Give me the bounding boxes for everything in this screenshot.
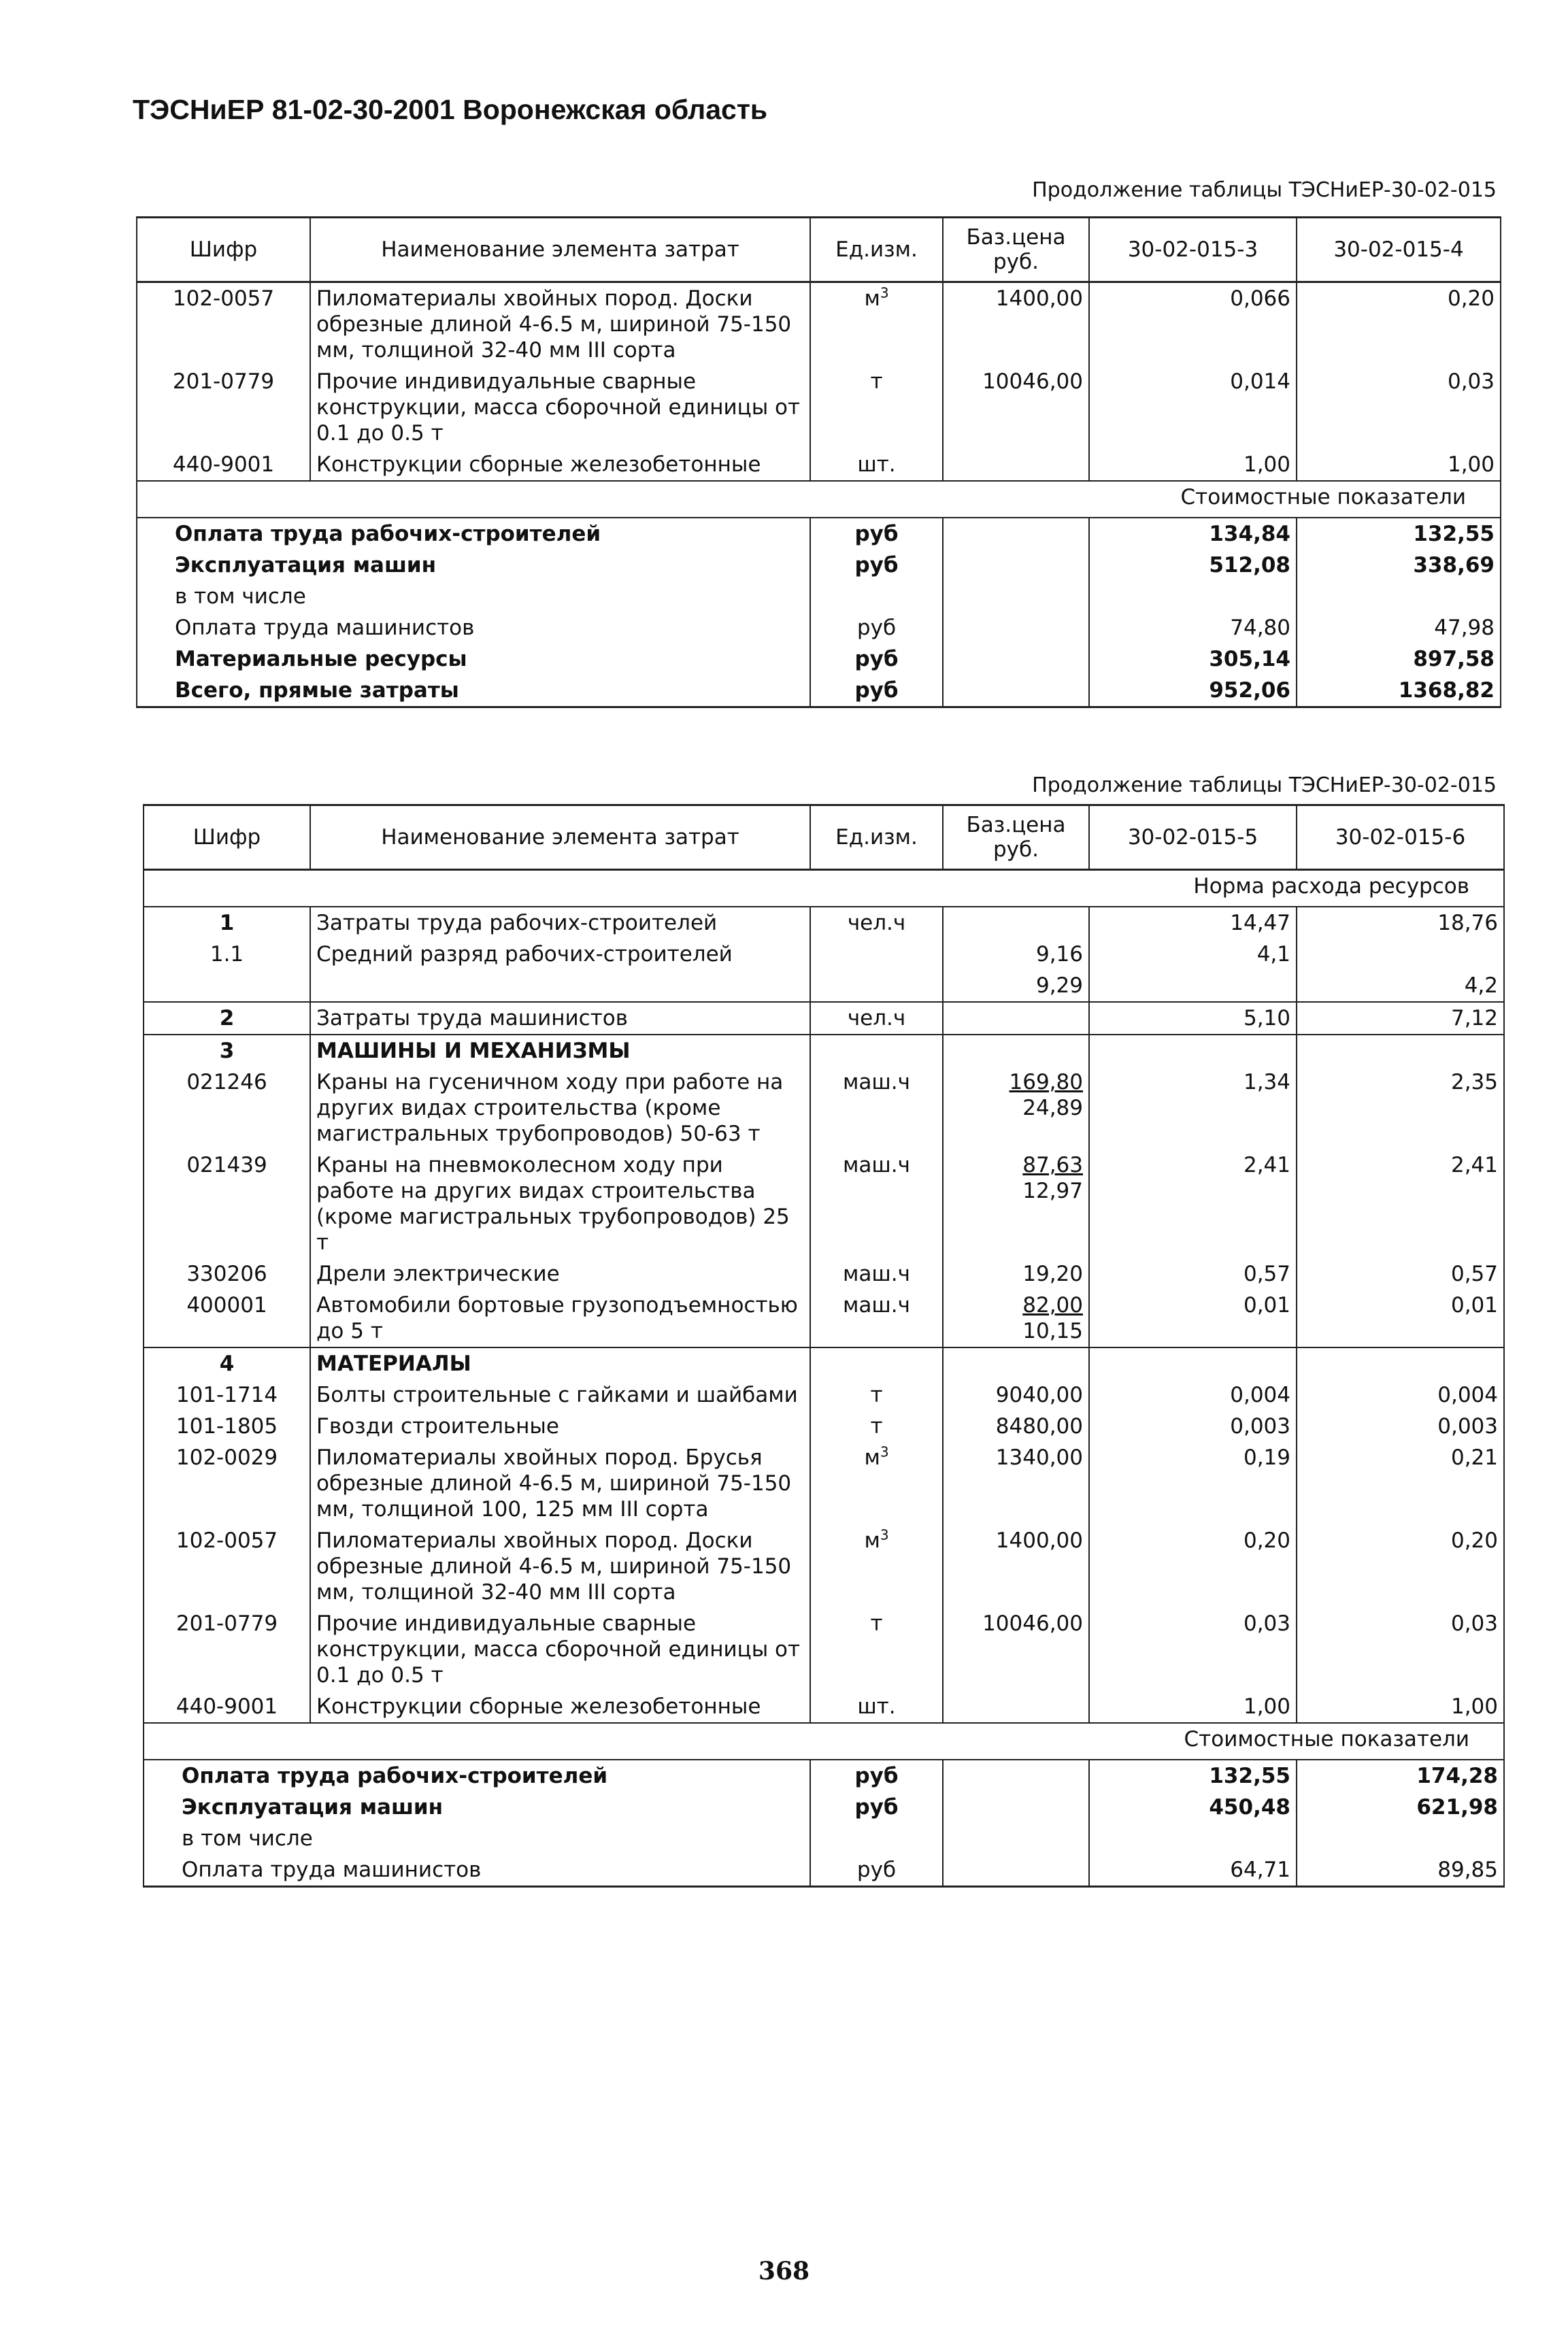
table-row	[144, 1290, 1504, 1347]
cell-unit	[810, 1525, 943, 1608]
cell-unit	[810, 1035, 943, 1067]
summary-label: Материальные ресурсы	[137, 643, 810, 675]
table-row	[137, 282, 1501, 367]
header-name: Наименование элемента затрат	[310, 218, 810, 282]
summary-label: в том числе	[144, 1823, 810, 1854]
unit-text: маш.ч	[843, 1070, 910, 1094]
cell-v2: 1,00	[1297, 449, 1501, 481]
cell-v2: 0,003	[1297, 1411, 1504, 1442]
cell-unit	[810, 449, 943, 481]
price-value: 82,00	[1022, 1293, 1083, 1318]
cell-code: 102-0057	[144, 1525, 310, 1608]
cell-price	[943, 1411, 1089, 1442]
summary-unit: руб	[810, 675, 943, 707]
cell-v2: 1,00	[1297, 1691, 1504, 1723]
price-value: 10046,00	[982, 1611, 1083, 1636]
price-value: 169,80	[1009, 1070, 1083, 1094]
cell-price	[943, 1347, 1089, 1379]
price-value: 8480,00	[995, 1414, 1083, 1439]
cell-v1: 14,47	[1089, 907, 1297, 939]
cell-v1: 1,34	[1089, 1067, 1297, 1150]
cell-name: Конструкции сборные железобетонные	[310, 449, 810, 481]
header-price: Баз.цена руб.	[943, 218, 1089, 282]
summary-v2: 132,55	[1297, 518, 1501, 550]
cell-v2: 7,12	[1297, 1002, 1504, 1035]
summary-price	[943, 1760, 1089, 1792]
table-row	[144, 1002, 1504, 1035]
table-row	[137, 449, 1501, 481]
cell-v1: 2,41	[1089, 1150, 1297, 1258]
summary-v1: 74,80	[1089, 612, 1297, 643]
cell-unit	[810, 907, 943, 939]
cell-price	[943, 366, 1089, 449]
cell-v2	[1297, 1347, 1504, 1379]
cell-code: 101-1805	[144, 1411, 310, 1442]
summary-price	[943, 1854, 1089, 1887]
header-unit: Ед.изм.	[810, 805, 943, 870]
price-value: 9,29	[1035, 973, 1083, 998]
cell-price	[943, 282, 1089, 367]
table1	[136, 216, 1501, 708]
summary-unit: руб	[810, 1854, 943, 1887]
header-v1: 30-02-015-5	[1089, 805, 1297, 870]
table2-caption: Продолжение таблицы ТЭСНиЕР-30-02-015	[1032, 773, 1497, 797]
summary-label: Оплата труда рабочих-строителей	[144, 1760, 810, 1792]
cell-v1: 0,20	[1089, 1525, 1297, 1608]
document-title: ТЭСНиЕР 81-02-30-2001 Воронежская область	[133, 94, 768, 125]
section-norm-label: Норма расхода ресурсов	[144, 870, 1504, 907]
unit-text: т	[870, 1611, 883, 1636]
summary-label: Оплата труда машинистов	[144, 1854, 810, 1887]
header-code: Шифр	[144, 805, 310, 870]
summary-unit	[810, 1823, 943, 1854]
table-row	[144, 1411, 1504, 1442]
table-row	[144, 1691, 1504, 1723]
table-row	[144, 1035, 1504, 1067]
cell-name: МАТЕРИАЛЫ	[310, 1347, 810, 1379]
cell-code: 400001	[144, 1290, 310, 1347]
cell-v1: 0,003	[1089, 1411, 1297, 1442]
price-value: 1400,00	[995, 286, 1083, 311]
cell-v1: 1,00	[1089, 1691, 1297, 1723]
section-norm	[144, 870, 1504, 907]
cell-v2: 2,35	[1297, 1067, 1504, 1150]
cell-v2: 2,41	[1297, 1150, 1504, 1258]
cell-code: 1.1	[144, 939, 310, 970]
cell-v1: 4,1	[1089, 939, 1297, 970]
header-unit: Ед.изм.	[810, 218, 943, 282]
summary-row	[137, 518, 1501, 550]
cell-name: Краны на пневмоколесном ходу при работе на других видах строительства (кроме магистральных трубопроводов) 25 т	[310, 1150, 810, 1258]
cell-unit	[810, 1411, 943, 1442]
cell-price	[943, 1035, 1089, 1067]
unit-text: т	[870, 369, 883, 394]
section-cost	[137, 481, 1501, 518]
section-cost-label: Стоимостные показатели	[144, 1723, 1504, 1760]
price-value: 9,16	[1035, 942, 1083, 967]
cell-v2: 4,2	[1297, 970, 1504, 1002]
summary-row	[144, 1823, 1504, 1854]
summary-row	[137, 550, 1501, 581]
cell-price	[943, 1258, 1089, 1290]
header-price: Баз.цена руб.	[943, 805, 1089, 870]
price-value: 1400,00	[995, 1528, 1083, 1553]
cell-code: 2	[144, 1002, 310, 1035]
summary-v2	[1297, 1823, 1504, 1854]
summary-unit: руб	[810, 550, 943, 581]
summary-label: Эксплуатация машин	[144, 1792, 810, 1823]
table-row	[144, 939, 1504, 970]
cell-code: 021439	[144, 1150, 310, 1258]
cell-price	[943, 907, 1089, 939]
summary-row	[144, 1854, 1504, 1887]
cell-price	[943, 1691, 1089, 1723]
summary-v1: 64,71	[1089, 1854, 1297, 1887]
unit-text: м	[864, 1445, 880, 1470]
summary-v1: 305,14	[1089, 643, 1297, 675]
summary-label: Оплата труда рабочих-строителей	[137, 518, 810, 550]
cell-name: Пиломатериалы хвойных пород. Доски обрезные длиной 4-6.5 м, шириной 75-150 мм, толщиной 32-40 мм III сорта	[310, 1525, 810, 1608]
header-v2: 30-02-015-4	[1297, 218, 1501, 282]
unit-superscript: 3	[880, 1443, 889, 1460]
unit-text: м	[864, 1528, 880, 1553]
table-row	[144, 1150, 1504, 1258]
cell-unit	[810, 366, 943, 449]
summary-row	[144, 1760, 1504, 1792]
summary-v2: 338,69	[1297, 550, 1501, 581]
summary-row	[137, 675, 1501, 707]
cell-code: 440-9001	[137, 449, 310, 481]
cell-code: 021246	[144, 1067, 310, 1150]
cell-v1: 0,57	[1089, 1258, 1297, 1290]
summary-unit	[810, 581, 943, 612]
cell-price	[943, 1442, 1089, 1525]
cell-name: Болты строительные с гайками и шайбами	[310, 1379, 810, 1411]
summary-label: Всего, прямые затраты	[137, 675, 810, 707]
cell-unit	[810, 1691, 943, 1723]
table-row	[144, 970, 1504, 1002]
summary-v1: 952,06	[1089, 675, 1297, 707]
table1-caption: Продолжение таблицы ТЭСНиЕР-30-02-015	[1032, 178, 1497, 202]
unit-text: шт.	[857, 1694, 896, 1719]
cell-price	[943, 1067, 1089, 1150]
section-cost	[144, 1723, 1504, 1760]
header-v1: 30-02-015-3	[1089, 218, 1297, 282]
cell-v1: 0,004	[1089, 1379, 1297, 1411]
cell-unit	[810, 282, 943, 367]
summary-v2: 1368,82	[1297, 675, 1501, 707]
table1-header-row	[137, 218, 1501, 282]
summary-v2	[1297, 581, 1501, 612]
cell-v1: 1,00	[1089, 449, 1297, 481]
cell-code	[144, 970, 310, 1002]
table-row	[144, 1067, 1504, 1150]
summary-v1: 450,48	[1089, 1792, 1297, 1823]
table-row	[144, 1347, 1504, 1379]
summary-label: в том числе	[137, 581, 810, 612]
table-row	[137, 366, 1501, 449]
header-name: Наименование элемента затрат	[310, 805, 810, 870]
cell-v2: 18,76	[1297, 907, 1504, 939]
cell-v1: 0,014	[1089, 366, 1297, 449]
cell-code: 201-0779	[144, 1608, 310, 1691]
cell-unit	[810, 1258, 943, 1290]
summary-v2: 89,85	[1297, 1854, 1504, 1887]
table-row	[144, 907, 1504, 939]
cell-v2: 0,03	[1297, 1608, 1504, 1691]
table-row	[144, 1379, 1504, 1411]
cell-name: Средний разряд рабочих-строителей	[310, 939, 810, 970]
cell-v2: 0,20	[1297, 282, 1501, 367]
summary-unit: руб	[810, 643, 943, 675]
cell-name	[310, 970, 810, 1002]
cell-name: Пиломатериалы хвойных пород. Доски обрезные длиной 4-6.5 м, шириной 75-150 мм, толщиной 32-40 мм III сорта	[310, 282, 810, 367]
unit-superscript: 3	[880, 1526, 889, 1543]
cell-name: Дрели электрические	[310, 1258, 810, 1290]
section-cost-label: Стоимостные показатели	[137, 481, 1501, 518]
cell-code: 102-0057	[137, 282, 310, 367]
page-number: 368	[758, 2257, 810, 2285]
cell-name: Конструкции сборные железобетонные	[310, 1691, 810, 1723]
cell-code: 101-1714	[144, 1379, 310, 1411]
cell-v2: 0,01	[1297, 1290, 1504, 1347]
cell-code: 102-0029	[144, 1442, 310, 1525]
summary-price	[943, 612, 1089, 643]
unit-text: шт.	[857, 452, 896, 477]
cell-v2: 0,57	[1297, 1258, 1504, 1290]
cell-code: 440-9001	[144, 1691, 310, 1723]
cell-name: Прочие индивидуальные сварные конструкции, масса сборочной единицы от 0.1 до 0.5 т	[310, 366, 810, 449]
cell-v1: 0,19	[1089, 1442, 1297, 1525]
cell-v2	[1297, 939, 1504, 970]
table-row	[144, 1525, 1504, 1608]
cell-price	[943, 1150, 1089, 1258]
cell-name: Краны на гусеничном ходу при работе на других видах строительства (кроме магистральных трубопроводов) 50-63 т	[310, 1067, 810, 1150]
summary-price	[943, 1823, 1089, 1854]
cell-v2: 0,21	[1297, 1442, 1504, 1525]
cell-name: Гвозди строительные	[310, 1411, 810, 1442]
price-labor-value: 24,89	[1022, 1096, 1083, 1120]
cell-price	[943, 1379, 1089, 1411]
summary-row	[137, 581, 1501, 612]
cell-code: 330206	[144, 1258, 310, 1290]
cell-v1: 0,01	[1089, 1290, 1297, 1347]
cell-name: Автомобили бортовые грузоподъемностью до 5 т	[310, 1290, 810, 1347]
summary-price	[943, 518, 1089, 550]
price-value: 19,20	[1022, 1262, 1083, 1286]
summary-v2: 47,98	[1297, 612, 1501, 643]
summary-v1: 132,55	[1089, 1760, 1297, 1792]
price-value: 9040,00	[995, 1383, 1083, 1407]
summary-unit: руб	[810, 1760, 943, 1792]
unit-text: м	[864, 286, 880, 311]
cell-v1	[1089, 1347, 1297, 1379]
cell-price	[943, 1002, 1089, 1035]
header-code: Шифр	[137, 218, 310, 282]
summary-label: Оплата труда машинистов	[137, 612, 810, 643]
summary-row	[137, 612, 1501, 643]
summary-row	[137, 643, 1501, 675]
cell-unit	[810, 1290, 943, 1347]
summary-v1	[1089, 581, 1297, 612]
summary-price	[943, 581, 1089, 612]
unit-text: т	[870, 1414, 883, 1439]
cell-name: Затраты труда машинистов	[310, 1002, 810, 1035]
unit-text: маш.ч	[843, 1293, 910, 1318]
cell-code: 201-0779	[137, 366, 310, 449]
cell-price	[943, 1608, 1089, 1691]
table2-header-row	[144, 805, 1504, 870]
summary-label: Эксплуатация машин	[137, 550, 810, 581]
summary-v2: 621,98	[1297, 1792, 1504, 1823]
cell-v2	[1297, 1035, 1504, 1067]
cell-v2: 0,20	[1297, 1525, 1504, 1608]
cell-v2: 0,004	[1297, 1379, 1504, 1411]
cell-name: МАШИНЫ И МЕХАНИЗМЫ	[310, 1035, 810, 1067]
price-value: 1340,00	[995, 1445, 1083, 1470]
cell-price	[943, 939, 1089, 970]
summary-v2: 897,58	[1297, 643, 1501, 675]
summary-price	[943, 643, 1089, 675]
cell-unit	[810, 1608, 943, 1691]
cell-unit	[810, 1379, 943, 1411]
cell-v1: 0,03	[1089, 1608, 1297, 1691]
cell-v1	[1089, 970, 1297, 1002]
unit-text: т	[870, 1383, 883, 1407]
cell-v1	[1089, 1035, 1297, 1067]
cell-price	[943, 970, 1089, 1002]
cell-name: Затраты труда рабочих-строителей	[310, 907, 810, 939]
cell-name: Прочие индивидуальные сварные конструкции, масса сборочной единицы от 0.1 до 0.5 т	[310, 1608, 810, 1691]
summary-unit: руб	[810, 612, 943, 643]
cell-code: 3	[144, 1035, 310, 1067]
summary-unit: руб	[810, 1792, 943, 1823]
cell-v1: 5,10	[1089, 1002, 1297, 1035]
unit-text: чел.ч	[847, 1006, 906, 1030]
price-value: 87,63	[1022, 1153, 1083, 1177]
summary-price	[943, 550, 1089, 581]
cell-unit	[810, 1347, 943, 1379]
summary-row	[144, 1792, 1504, 1823]
unit-text: чел.ч	[847, 911, 906, 935]
cell-unit	[810, 1002, 943, 1035]
cell-price	[943, 1290, 1089, 1347]
cell-price	[943, 1525, 1089, 1608]
table2	[143, 804, 1505, 1888]
cell-unit	[810, 970, 943, 1002]
summary-price	[943, 675, 1089, 707]
summary-price	[943, 1792, 1089, 1823]
price-value: 10046,00	[982, 369, 1083, 394]
unit-text: маш.ч	[843, 1262, 910, 1286]
cell-unit	[810, 1442, 943, 1525]
summary-v1: 512,08	[1089, 550, 1297, 581]
cell-name: Пиломатериалы хвойных пород. Брусья обрезные длиной 4-6.5 м, шириной 75-150 мм, толщиной 100, 125 мм III сорта	[310, 1442, 810, 1525]
summary-v2: 174,28	[1297, 1760, 1504, 1792]
unit-text: маш.ч	[843, 1153, 910, 1177]
price-labor-value: 10,15	[1022, 1319, 1083, 1343]
summary-v1	[1089, 1823, 1297, 1854]
cell-unit	[810, 939, 943, 970]
price-labor-value: 12,97	[1022, 1179, 1083, 1203]
cell-unit	[810, 1067, 943, 1150]
cell-code: 4	[144, 1347, 310, 1379]
cell-unit	[810, 1150, 943, 1258]
table-row	[144, 1442, 1504, 1525]
table-row	[144, 1608, 1504, 1691]
unit-superscript: 3	[880, 284, 889, 301]
summary-v1: 134,84	[1089, 518, 1297, 550]
cell-v1: 0,066	[1089, 282, 1297, 367]
table-row	[144, 1258, 1504, 1290]
summary-unit: руб	[810, 518, 943, 550]
cell-v2: 0,03	[1297, 366, 1501, 449]
cell-code: 1	[144, 907, 310, 939]
header-v2: 30-02-015-6	[1297, 805, 1504, 870]
cell-price	[943, 449, 1089, 481]
